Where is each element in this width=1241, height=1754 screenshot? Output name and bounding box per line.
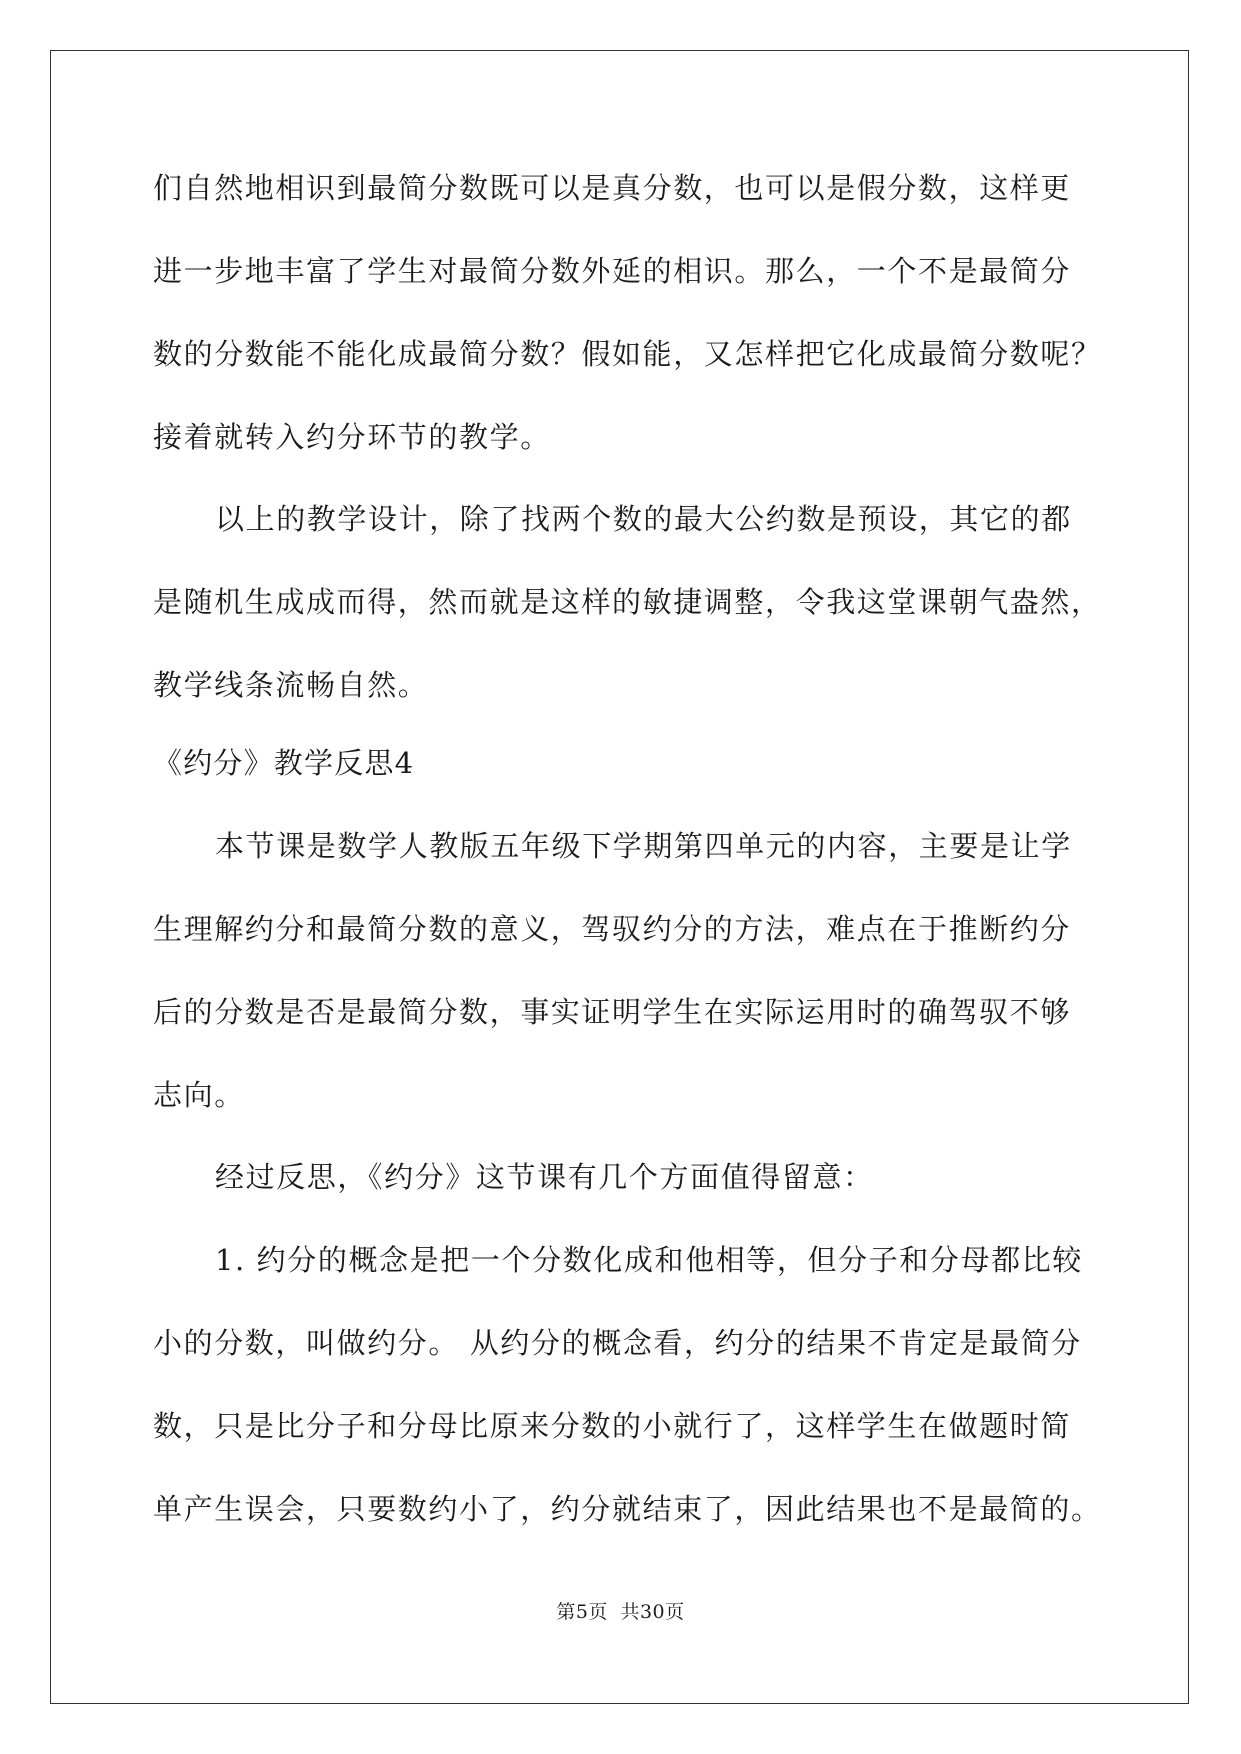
body-line: 以上的教学设计，除了找两个数的最大公约数是预设，其它的都 xyxy=(215,502,1072,536)
body-line: 进一步地丰富了学生对最简分数外延的相识。那么，一个不是最简分 xyxy=(153,254,1072,288)
body-line: 们自然地相识到最简分数既可以是真分数，也可以是假分数，这样更 xyxy=(153,171,1072,205)
page-number: 第5页 xyxy=(556,1601,608,1623)
page-total: 共30页 xyxy=(620,1601,685,1623)
body-line: 教学线条流畅自然。 xyxy=(153,668,429,702)
body-line: 志向。 xyxy=(153,1078,245,1112)
body-line: 数的分数能不能化成最简分数？假如能，又怎样把它化成最简分数呢？ xyxy=(153,337,1102,371)
page-footer xyxy=(0,1600,1241,1624)
body-line: 后的分数是否是最简分数，事实证明学生在实际运用时的确驾驭不够 xyxy=(153,995,1072,1029)
body-line: 是随机生成成而得，然而就是这样的敏捷调整，令我这堂课朝气盎然， xyxy=(153,585,1102,619)
section-heading: 《约分》教学反思4 xyxy=(153,746,415,780)
body-line: 数，只是比分子和分母比原来分数的小就行了，这样学生在做题时简 xyxy=(153,1409,1072,1443)
body-line: 小的分数，叫做约分。 从约分的概念看，约分的结果不肯定是最简分 xyxy=(153,1326,1082,1360)
body-line: 1. 约分的概念是把一个分数化成和他相等，但分子和分母都比较 xyxy=(215,1243,1083,1277)
page-frame xyxy=(50,50,1189,1704)
body-line: 本节课是数学人教版五年级下学期第四单元的内容，主要是让学 xyxy=(215,829,1072,863)
body-line: 经过反思，《约分》这节课有几个方面值得留意： xyxy=(215,1160,874,1194)
body-line: 单产生误会，只要数约小了，约分就结束了，因此结果也不是最简的。 xyxy=(153,1492,1102,1526)
body-line: 接着就转入约分环节的教学。 xyxy=(153,420,551,454)
body-line: 生理解约分和最简分数的意义，驾驭约分的方法，难点在于推断约分 xyxy=(153,912,1072,946)
